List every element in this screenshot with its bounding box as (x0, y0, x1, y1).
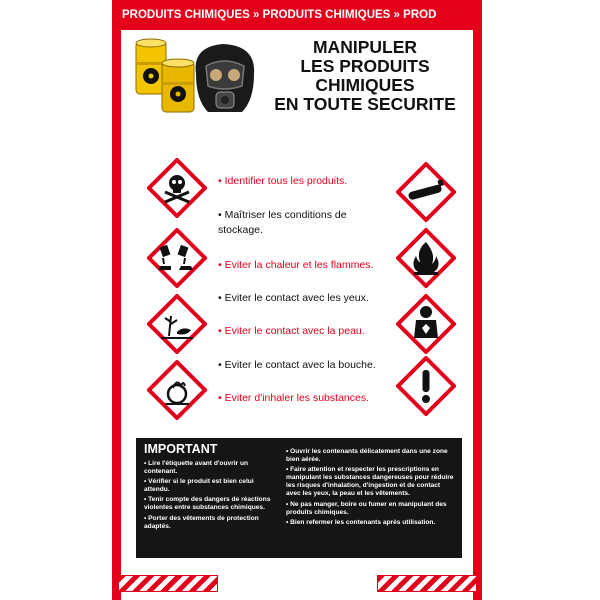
environment-icon (147, 294, 207, 354)
bullet-inhale: • Eviter d'inhaler les substances. (218, 392, 370, 404)
important-item: • Ne pas manger, boire ou fumer en manipulant des produits chimiques. (286, 500, 447, 516)
gas-cylinder-icon (396, 162, 456, 222)
important-item: • Faire attention et respecter les prescriptions en manipulant les substances dangereuses pour réduire les risques d'inhalation, d'ingestion et de contact avec les yeux, la peau et les vêtements. (286, 466, 454, 498)
oxidizer-icon (147, 360, 207, 420)
top-banner (112, 0, 482, 30)
page-title (255, 38, 475, 114)
important-item: • Vérifier si le produit est bien celui attendu. (144, 478, 254, 494)
bullet-identify: • Identifier tous les produits. (218, 175, 348, 187)
corrosion-icon (147, 228, 207, 288)
important-left-column (144, 460, 279, 533)
gas-mask-icon (188, 40, 262, 120)
hazard-stripe-right (377, 575, 477, 592)
hazard-stripe-left (118, 575, 218, 592)
bullet-heat: • Eviter la chaleur et les flammes. (218, 259, 374, 271)
important-item: • Tenir compte des dangers de réactions violentes entre substances chimiques. (144, 496, 271, 512)
important-box (136, 438, 462, 558)
health-hazard-icon (396, 294, 456, 354)
poster-left-border (112, 0, 121, 600)
bullet-eyes: • Eviter le contact avec les yeux. (218, 292, 369, 304)
bullet-storage: • Maîtriser les conditions de stockage. (218, 209, 347, 236)
important-item: • Lire l'étiquette avant d'ouvrir un contenant. (144, 460, 248, 476)
banner-text: PRODUITS CHIMIQUES » PRODUITS CHIMIQUES » PROD (122, 9, 437, 21)
important-item: • Porter des vêtements de protection adaptés. (144, 514, 259, 530)
important-item: • Ouvrir les contenants délicatement dans une zone bien aérée. (286, 448, 448, 464)
title-line-2: LES PRODUITS (300, 56, 430, 76)
exclamation-icon (396, 356, 456, 416)
title-line-1: MANIPULER (312, 37, 418, 57)
important-item: • Bien refermer les contenants après utilisation. (286, 518, 436, 526)
skull-crossbones-icon (147, 158, 207, 218)
flame-icon (396, 228, 456, 288)
title-line-3: CHIMIQUES (315, 75, 415, 95)
important-title: IMPORTANT (144, 442, 218, 456)
bullet-mouth: • Eviter le contact avec la bouche. (218, 359, 376, 371)
important-right-column (286, 448, 456, 529)
title-line-4: EN TOUTE SECURITE (274, 94, 456, 114)
bullet-skin: • Eviter le contact avec la peau. (218, 325, 365, 337)
